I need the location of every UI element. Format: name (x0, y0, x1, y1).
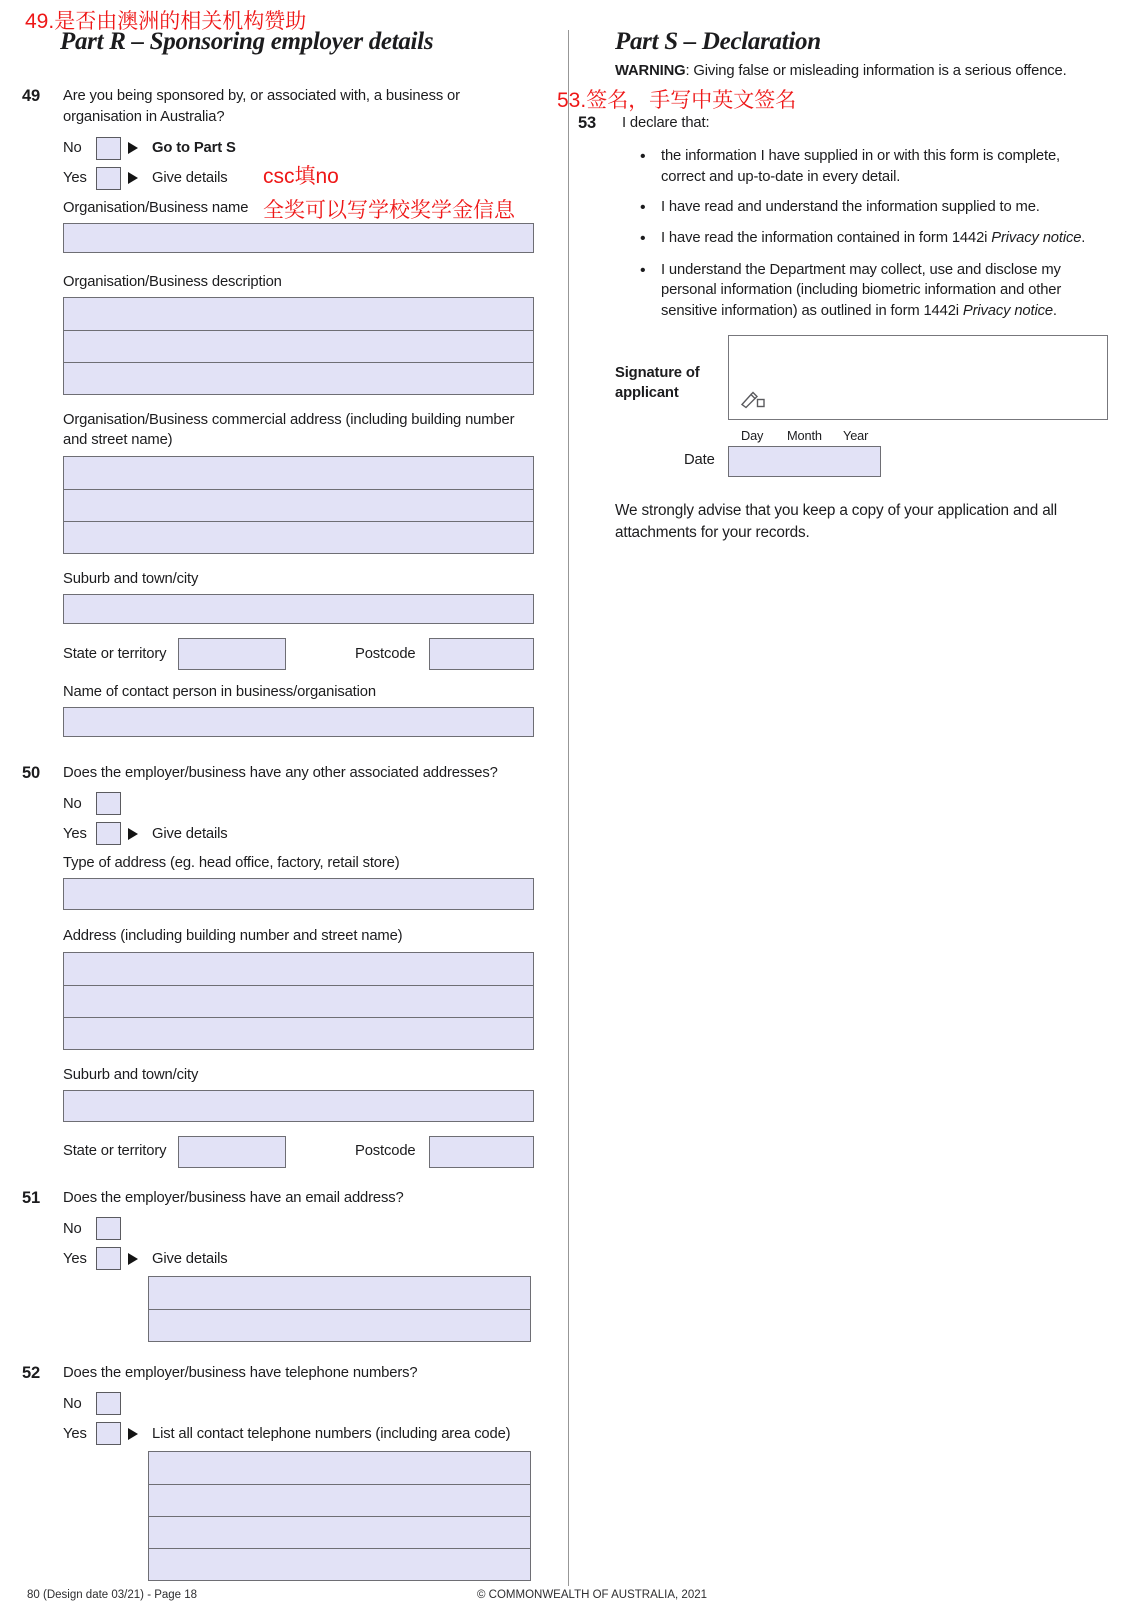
q50-suburb-label: Suburb and town/city (63, 1066, 199, 1083)
q50-postcode-label: Postcode (355, 1143, 416, 1160)
org-name-label: Organisation/Business name (63, 200, 249, 217)
q52-yes-checkbox[interactable] (96, 1422, 121, 1445)
q51-no-row (63, 1215, 532, 1243)
question-51-text: Does the employer/business have an email address? (63, 1190, 404, 1206)
email-input (148, 1276, 531, 1342)
date-input[interactable] (728, 446, 881, 477)
bullet-italic: Privacy notice (962, 303, 1053, 319)
footer-copyright: © COMMONWEALTH OF AUSTRALIA, 2021 (477, 1589, 707, 1601)
org-address-input (63, 456, 534, 554)
annotation-csc-note (263, 160, 515, 228)
address-type-input[interactable] (63, 878, 534, 910)
q52-yes-label: Yes (63, 1425, 87, 1442)
part-s-title: Part S – Declaration (615, 28, 821, 55)
phone-row-2[interactable] (149, 1484, 530, 1516)
org-description-row-2[interactable] (64, 330, 533, 362)
q52-no-checkbox[interactable] (96, 1392, 121, 1415)
q50-give-details-label: Give details (152, 825, 228, 842)
org-address-label: Organisation/Business commercial address (including building number and street name) (63, 412, 515, 449)
address-type-label: Type of address (eg. head office, factory, retail store) (63, 854, 400, 871)
org-description-row-1[interactable] (64, 298, 533, 330)
part-r-title: Part R – Sponsoring employer details (60, 28, 434, 55)
question-53 (578, 113, 1108, 331)
q50-address-row-1[interactable] (64, 953, 533, 985)
contact-person-label: Name of contact person in business/organisation (63, 684, 376, 701)
bullet-text: I understand the Department may collect, use and disclose my personal information (including biometric information and other sensitive information) as outlined in form 1442i (661, 261, 1062, 319)
q50-address-label: Address (including building number and street name) (63, 927, 403, 944)
annotation-csc-line1: csc填no (263, 165, 339, 188)
q49-postcode-label: Postcode (355, 646, 416, 663)
arrow-right-icon (128, 828, 138, 840)
org-description-label: Organisation/Business description (63, 274, 282, 291)
q51-yes-label: Yes (63, 1250, 87, 1267)
question-49-number: 49 (22, 87, 41, 105)
contact-person-input[interactable] (63, 707, 534, 737)
q52-no-row (63, 1390, 532, 1418)
arrow-right-icon (128, 172, 138, 184)
q50-yes-row (63, 820, 534, 848)
arrow-right-icon (128, 142, 138, 154)
column-divider (568, 30, 569, 1586)
q51-give-details-label: Give details (152, 1250, 228, 1267)
q52-no-label: No (63, 1395, 82, 1412)
footer-page-info: 80 (Design date 03/21) - Page 18 (27, 1589, 198, 1601)
q50-state-label: State or territory (63, 1143, 167, 1160)
q52-yes-row (63, 1420, 532, 1448)
q49-no-label: No (63, 140, 82, 157)
q49-no-checkbox[interactable] (96, 137, 121, 160)
phone-row-1[interactable] (149, 1452, 530, 1484)
question-52-text: Does the employer/business have telephone numbers? (63, 1365, 418, 1381)
q49-suburb-input[interactable] (63, 594, 534, 624)
q49-state-postcode-row (63, 638, 534, 670)
question-52 (22, 1363, 532, 1581)
month-label: Month (787, 428, 822, 443)
bullet-text: I have read the information contained in form 1442i (661, 230, 992, 247)
bullet-text: I have read and understand the information supplied to me. (661, 198, 1040, 215)
arrow-right-icon (128, 1428, 138, 1440)
q50-no-row (63, 790, 534, 818)
q52-list-numbers-label: List all contact telephone numbers (including area code) (152, 1425, 511, 1442)
q50-yes-checkbox[interactable] (96, 822, 121, 845)
declaration-bullet (640, 228, 1088, 250)
q51-no-label: No (63, 1220, 82, 1237)
org-address-row-1[interactable] (64, 457, 533, 489)
date-format-labels (728, 428, 928, 444)
q49-give-details-label: Give details (152, 170, 228, 187)
question-49-text: Are you being sponsored by, or associated with, a business or organisation in Australia? (63, 88, 460, 125)
signature-label: Signature of applicant (615, 365, 700, 401)
q51-yes-checkbox[interactable] (96, 1247, 121, 1270)
question-50-number: 50 (22, 764, 41, 782)
org-description-row-3[interactable] (64, 362, 533, 394)
declaration-bullet (640, 197, 1088, 219)
bullet-end: . (1081, 230, 1086, 247)
signature-input[interactable] (728, 335, 1108, 420)
warning-rest: : Giving false or misleading information is a serious offence. (685, 63, 1067, 79)
q51-yes-row (63, 1245, 532, 1273)
q50-no-label: No (63, 795, 82, 812)
bullet-icon (640, 146, 661, 187)
org-address-row-3[interactable] (64, 521, 533, 553)
q49-yes-checkbox[interactable] (96, 167, 121, 190)
bullet-icon (640, 228, 661, 250)
q50-address-input (63, 952, 534, 1050)
question-51 (22, 1188, 532, 1342)
q49-goto-part-s-label: Go to Part S (152, 140, 236, 157)
declare-intro: I declare that: (622, 115, 710, 131)
warning-word: WARNING (615, 63, 686, 79)
q51-no-checkbox[interactable] (96, 1217, 121, 1240)
email-row-1[interactable] (149, 1277, 530, 1309)
q49-no-row (63, 134, 534, 162)
phone-numbers-input (148, 1451, 531, 1581)
question-52-number: 52 (22, 1364, 41, 1382)
writing-hand-icon (740, 391, 768, 410)
question-53-number: 53 (578, 114, 597, 132)
day-label: Day (741, 428, 764, 443)
bullet-text: the information I have supplied in or with this form is complete, correct and up-to-date in every detail. (661, 148, 1061, 186)
q50-no-checkbox[interactable] (96, 792, 121, 815)
email-row-2[interactable] (149, 1309, 530, 1341)
q49-state-label: State or territory (63, 646, 167, 663)
keep-copy-advice: We strongly advise that you keep a copy of your application and all attachments for your records. (615, 502, 1058, 542)
q50-address-row-3[interactable] (64, 1017, 533, 1049)
warning-text (615, 62, 1111, 82)
q50-postcode-input[interactable] (429, 1136, 534, 1168)
bullet-italic: Privacy notice (991, 230, 1082, 247)
q49-state-input[interactable] (178, 638, 286, 670)
org-description-input (63, 297, 534, 395)
declaration-bullet (640, 146, 1088, 187)
q49-postcode-input[interactable] (429, 638, 534, 670)
q50-suburb-input[interactable] (63, 1090, 534, 1122)
bullet-end: . (1052, 303, 1057, 319)
q49-suburb-label: Suburb and town/city (63, 571, 199, 588)
annotation-q49-note: 49.是否由澳洲的相关机构赞助 (25, 10, 307, 33)
declaration-bullet (640, 260, 1088, 322)
phone-row-3[interactable] (149, 1516, 530, 1548)
arrow-right-icon (128, 1253, 138, 1265)
q50-state-postcode-row (63, 1136, 534, 1168)
bullet-icon (640, 197, 661, 219)
year-label: Year (843, 428, 869, 443)
question-51-number: 51 (22, 1189, 41, 1207)
date-label: Date (684, 452, 715, 468)
q50-address-row-2[interactable] (64, 985, 533, 1017)
bullet-icon (640, 260, 661, 322)
org-address-row-2[interactable] (64, 489, 533, 521)
q50-yes-label: Yes (63, 825, 87, 842)
annotation-q53-note: 53.签名，手写中英文签名 (557, 89, 797, 112)
question-50 (22, 763, 532, 1168)
question-50-text: Does the employer/business have any other associated addresses? (63, 765, 498, 781)
q50-state-input[interactable] (178, 1136, 286, 1168)
q49-yes-label: Yes (63, 170, 87, 187)
annotation-csc-line2: 全奖可以写学校奖学金信息 (263, 199, 515, 222)
phone-row-4[interactable] (149, 1548, 530, 1580)
